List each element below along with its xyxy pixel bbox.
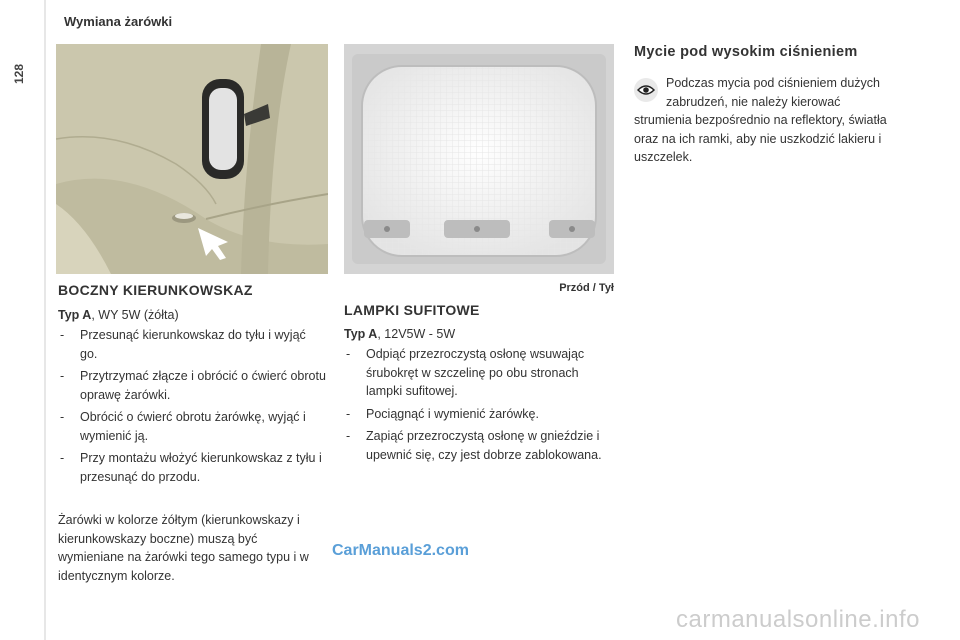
step-text: Przy montażu włożyć kierunkowskaz z tyłu i przesunąć do przodu. (80, 451, 322, 484)
bullet-dash: - (60, 410, 65, 424)
bullet-dash: - (60, 328, 65, 342)
eye-icon (634, 78, 658, 102)
ceiling-lamp-illustration (344, 44, 614, 274)
footer-watermark: carmanualsonline.info (676, 606, 920, 633)
list-item (58, 408, 326, 445)
step-text: Przesunąć kierunkowskaz do tyłu i wyjąć go. (80, 328, 306, 361)
step-text: Zapiąć przezroczystą osłonę w gnieździe i upewnić się, czy jest dobrze zablokowana. (366, 429, 602, 462)
step-text: Przytrzymać złącze i obrócić o ćwierć obrotu oprawę żarówki. (80, 369, 326, 402)
side-indicator-type-label: Typ A (58, 308, 92, 322)
page-number: 128 (12, 63, 26, 84)
bullet-dash: - (346, 429, 351, 443)
bullet-dash: - (60, 451, 65, 465)
ceiling-lamps-type-label: Typ A (344, 327, 378, 341)
bullet-dash: - (346, 347, 351, 361)
list-item (58, 449, 326, 486)
list-item (58, 367, 326, 404)
ceiling-lamps-heading: LAMPKI SUFITOWE (344, 302, 480, 318)
list-item (344, 405, 614, 424)
step-text: Obrócić o ćwierć obrotu żarówkę, wyjąć i wymienić ją. (80, 410, 306, 443)
pressure-wash-text-first: Podczas mycia pod ciśnieniem dużych zabrudzeń, nie należy kierować (666, 76, 880, 109)
list-item (344, 427, 614, 464)
list-item (58, 326, 326, 363)
step-text: Odpiąć przezroczystą osłonę wsuwając śrubokręt w szczelinę po obu stronach lampki sufitowej. (366, 347, 585, 398)
side-indicator-type (58, 306, 326, 325)
ceiling-lamps-steps (344, 345, 614, 468)
side-indicator-note: Żarówki w kolorze żółtym (kierunkowskazy i kierunkowskazy boczne) muszą być wymieniane na żarówki tego samego typu i w identycznym kolorze. (58, 513, 309, 583)
list-item (344, 345, 614, 401)
side-indicator-type-spec: , WY 5W (żółta) (91, 308, 179, 322)
bullet-dash: - (346, 406, 351, 421)
page-title: Wymiana żarówki (64, 14, 173, 29)
pressure-wash-text-rest: strumienia bezpośrednio na reflektory, światła oraz na ich ramki, aby nie uszkodzić lakieru i uszczelek. (634, 113, 887, 164)
ceiling-lamp-caption: Przód / Tył (559, 282, 614, 294)
ceiling-lamps-type-spec: , 12V5W - 5W (377, 327, 456, 341)
brand-watermark[interactable]: CarManuals2.com (332, 542, 469, 559)
side-indicator-heading: BOCZNY KIERUNKOWSKAZ (58, 282, 253, 298)
side-indicator-steps (58, 326, 326, 490)
bullet-dash: - (60, 369, 65, 383)
pressure-wash-heading: Mycie pod wysokim ciśnieniem (634, 44, 858, 60)
ceiling-lamps-type (344, 325, 614, 344)
step-text: Pociągnąć i wymienić żarówkę. (366, 406, 539, 421)
side-indicator-illustration (56, 44, 328, 274)
page-margin-line (44, 0, 46, 640)
